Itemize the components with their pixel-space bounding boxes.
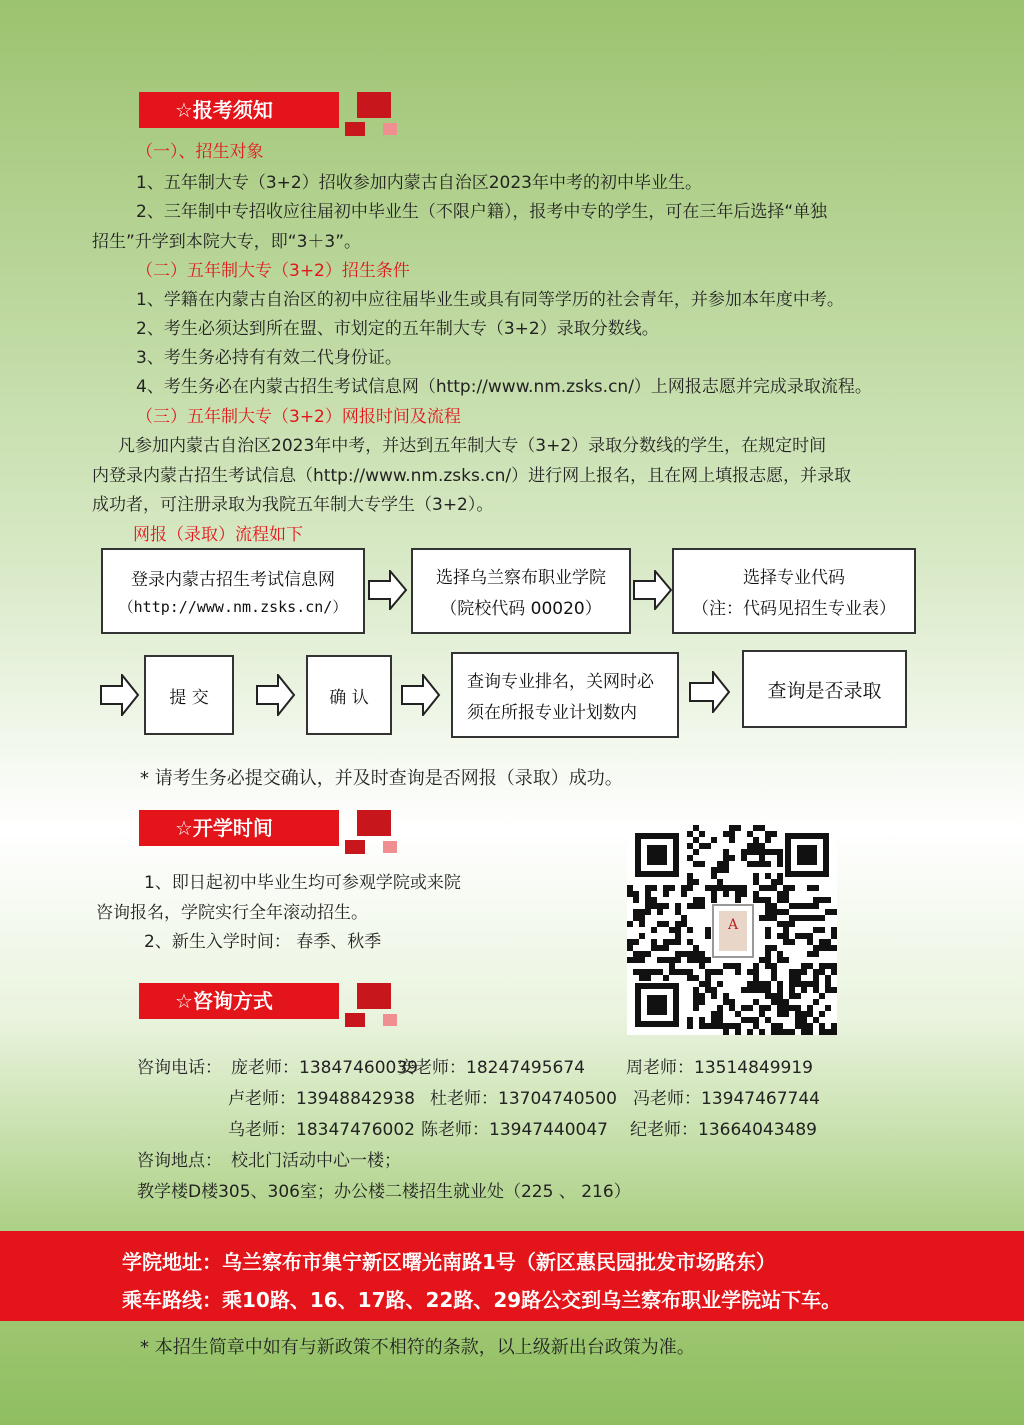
start-line: 咨询报名，学院实行全年滚动招生。 [96, 903, 368, 923]
flow-step-login [101, 548, 365, 634]
phone-entry: 杜老师：13704740500 [430, 1089, 617, 1109]
condition-item: 1、学籍在内蒙古自治区的初中应往届毕业生或具有同等学历的社会青年，并参加本年度中考。 [136, 290, 844, 310]
phone-entry: 乌老师：18347476002 [228, 1120, 415, 1140]
flow-step-school-code: （院校代码 00020） [440, 599, 602, 619]
flow-step-confirm: 确 认 [306, 655, 392, 735]
flow-step-major-code [672, 548, 916, 634]
phone-label: 咨询电话： [137, 1058, 222, 1078]
flow-step-login-label: 登录内蒙古招生考试信息网 [131, 570, 335, 590]
process-line: 内登录内蒙古招生考试信息（http://www.nm.zsks.cn/）进行网上报名，且在网上填报志愿，并录取 [92, 466, 852, 486]
process-line: 成功者，可注册录取为我院五年制大专学生（3+2）。 [92, 495, 494, 515]
flow-step-school-label: 选择乌兰察布职业学院 [436, 568, 606, 588]
flow-step-ranking-line1: 查询专业排名，关网时必 [467, 672, 654, 692]
section-title-contact: ☆咨询方式 [139, 983, 339, 1019]
place-line: 教学楼D楼305、306室；办公楼二楼招生就业处（225 、 216） [137, 1182, 631, 1202]
qr-code-image [627, 825, 837, 1035]
address-text: 学院地址：乌兰察布市集宁新区曙光南路1号（新区惠民园批发市场路东） [122, 1250, 776, 1274]
phone-entry: 卢老师：13948842938 [228, 1089, 415, 1109]
flow-step-major-code-label: 选择专业代码 [743, 568, 845, 588]
flow-step-major-code-note: （注：代码见招生专业表） [692, 599, 896, 619]
flow-step-ranking-line2: 须在所报专业计划数内 [467, 703, 637, 723]
start-line: 1、即日起初中毕业生均可参观学院或来院 [144, 873, 461, 893]
process-line: 凡参加内蒙古自治区2023年中考，并达到五年制大专（3+2）录取分数线的学生，在规定时间 [118, 436, 827, 456]
arrow-right-icon [401, 674, 441, 716]
flow-step-submit: 提 交 [144, 655, 234, 735]
phone-entry: 纪老师：13664043489 [630, 1120, 817, 1140]
arrow-right-icon [689, 671, 731, 713]
phone-entry: 周老师：13514849919 [626, 1058, 813, 1078]
subheading-process: （三）五年制大专（3+2）网报时间及流程 [136, 407, 461, 427]
flow-step-ranking [451, 652, 679, 738]
phone-entry: 庞老师：13847460039 [231, 1058, 418, 1078]
arrow-right-icon [100, 674, 140, 716]
target-item: 招生”升学到本院大专，即“3＋3”。 [92, 232, 362, 252]
phone-entry: 安老师：18247495674 [398, 1058, 585, 1078]
arrow-right-icon [368, 570, 408, 610]
target-item: 2、三年制中专招收应往届初中毕业生（不限户籍），报考中专的学生，可在三年后选择“单独 [136, 202, 828, 222]
route-text: 乘车路线：乘10路、16、17路、22路、29路公交到乌兰察布职业学院站下车。 [122, 1288, 842, 1312]
section-title-start: ☆开学时间 [139, 810, 339, 846]
target-item: 1、五年制大专（3+2）招收参加内蒙古自治区2023年中考的初中毕业生。 [136, 173, 702, 193]
subheading-conditions: （二）五年制大专（3+2）招生条件 [136, 261, 410, 281]
place-label: 咨询地点： [137, 1151, 222, 1171]
address-band [0, 1231, 1024, 1321]
footer-note: * 本招生简章中如有与新政策不相符的条款，以上级新出台政策为准。 [140, 1337, 695, 1358]
condition-item: 3、考生务必持有有效二代身份证。 [136, 348, 402, 368]
condition-item: 4、考生务必在内蒙古招生考试信息网（http://www.nm.zsks.cn/）上网报志愿并完成录取流程。 [136, 377, 872, 397]
arrow-right-icon [633, 570, 673, 610]
flow-step-login-url: （http://www.nm.zsks.cn/） [118, 598, 348, 616]
condition-item: 2、考生必须达到所在盟、市划定的五年制大专（3+2）录取分数线。 [136, 319, 659, 339]
svg-text:A: A [727, 917, 739, 933]
start-line: 2、新生入学时间： 春季、秋季 [144, 932, 382, 952]
flow-note: * 请考生务必提交确认，并及时查询是否网报（录取）成功。 [140, 768, 623, 789]
flow-step-check-admission: 查询是否录取 [742, 650, 907, 728]
phone-entry: 冯老师：13947467744 [633, 1089, 820, 1109]
flow-step-school [411, 548, 631, 634]
flow-title: 网报（录取）流程如下 [133, 525, 303, 545]
subheading-targets: （一）、招生对象 [136, 142, 264, 162]
phone-entry: 陈老师：13947440047 [421, 1120, 608, 1140]
section-title-notice: ☆报考须知 [139, 92, 339, 128]
place-line: 校北门活动中心一楼； [231, 1151, 401, 1171]
arrow-right-icon [256, 674, 296, 716]
